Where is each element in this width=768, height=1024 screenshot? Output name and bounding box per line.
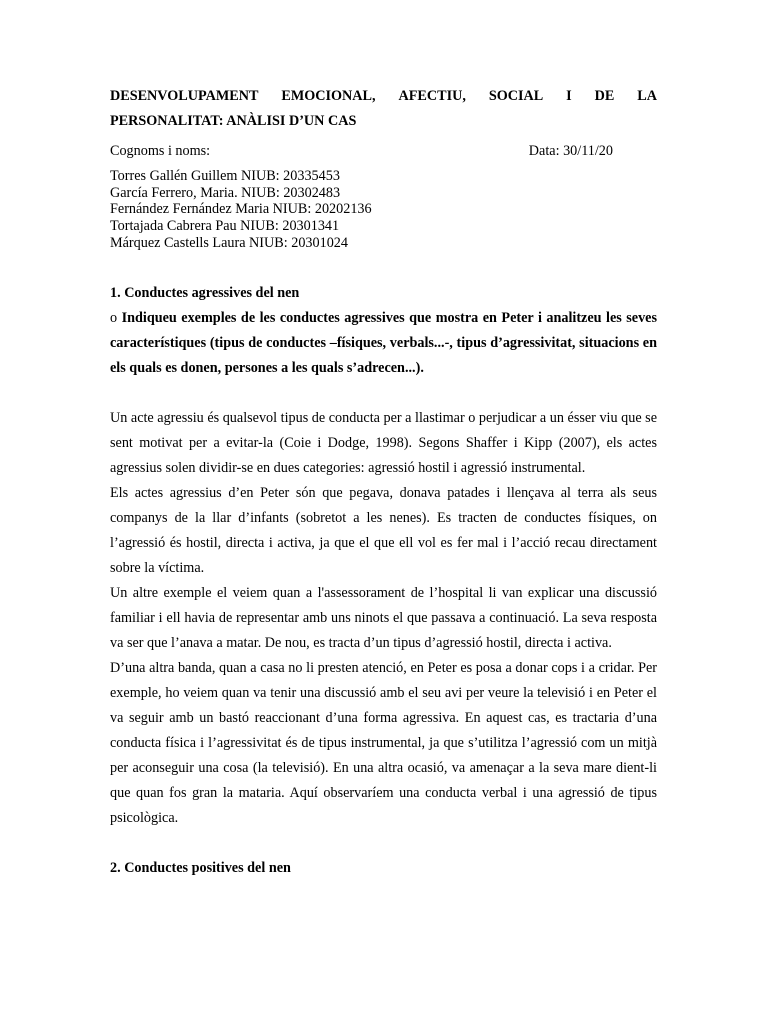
section-1-question — [110, 306, 657, 381]
blank-line — [110, 831, 657, 856]
section-2-heading: 2. Conductes positives del nen — [110, 859, 291, 876]
document-content — [110, 84, 657, 881]
title-word: I — [566, 88, 572, 104]
title-word: SOCIAL — [488, 88, 544, 104]
bullet-marker: o — [110, 309, 118, 326]
paragraph: Un acte agressiu és qualsevol tipus de conducta per a llastimar o perjudicar a un ésser viu que se sent motivat per a evitar-la (Coie i Dodge, 1998). Segons Shaffer i Kipp (2007), els actes agressius solen dividir-se en dues categories: agressió hostil i agressió instrumental. — [110, 409, 657, 476]
blank-line — [110, 381, 657, 406]
title-word: LA — [637, 88, 657, 104]
title-word: EMOCIONAL, — [281, 88, 376, 104]
author-item: García Ferrero, Maria. NIUB: 20302483 — [110, 184, 341, 201]
names-label: Cognoms i noms: — [110, 143, 211, 159]
date-label: Data: 30/11/20 — [528, 143, 613, 159]
meta-row — [110, 141, 657, 161]
paragraph: Un altre exemple el veiem quan a l'assessorament de l’hospital li van explicar una discussió familiar i ell havia de representar amb uns ninots el que passava a continuació. La seva resposta va ser que l’anava a matar. De nou, es tracta d’un tipus d’agressió hostil, directa i activa. — [110, 584, 657, 651]
question-text: Indiqueu exemples de les conductes agressives que mostra en Peter i analitzeu les seves característiques (tipus de conductes –físiques, verbals...-, tipus d’agressivitat, situacions en els quals es donen, persones a les quals s’adrecen...). — [110, 309, 658, 376]
author-item: Fernández Fernández Maria NIUB: 20202136 — [110, 201, 372, 218]
title-word: DESENVOLUPAMENT — [110, 88, 259, 104]
paragraph: D’una altra banda, quan a casa no li presten atenció, en Peter es posa a donar cops i a cridar. Per exemple, ho veiem quan va tenir una discussió amb el seu avi per veure la televisió i en Peter el va seguir amb un bastó reaccionant d’una forma agressiva. En aquest cas, es tractaria d’una conducta física i l’agressivitat és de tipus instrumental, ja que s’utilitza l’agressió com un mitjà per aconseguir una cosa (la televisió). En una altra ocasió, va amenaçar a la seva mare dient-li que quan fos gran la mataria. Aquí observaríem una conducta verbal i una agressió de tipus psicològica. — [110, 659, 657, 826]
title-word: AFECTIU, — [398, 88, 466, 104]
title-word: DE — [594, 88, 615, 104]
paragraph: Els actes agressius d’en Peter són que pegava, donava patades i llençava al terra als seus companys de la llar d’infants (sobretot a les nenes). Es tracten de conductes físiques, on l’agressió és hostil, directa i activa, ja que el que ell vol es fer mal i l’acció recau directament sobre la víctima. — [110, 484, 657, 576]
title-line-2: PERSONALITAT: ANÀLISI D’UN CAS — [110, 113, 357, 129]
author-list — [110, 168, 657, 252]
author-item: Tortajada Cabrera Pau NIUB: 20301341 — [110, 218, 340, 235]
document-title — [110, 84, 657, 134]
author-item: Torres Gallén Guillem NIUB: 20335453 — [110, 168, 340, 184]
title-line-1 — [110, 84, 657, 109]
section-1-heading: 1. Conductes agressives del nen — [110, 284, 300, 301]
author-item: Márquez Castells Laura NIUB: 20301024 — [110, 234, 348, 251]
